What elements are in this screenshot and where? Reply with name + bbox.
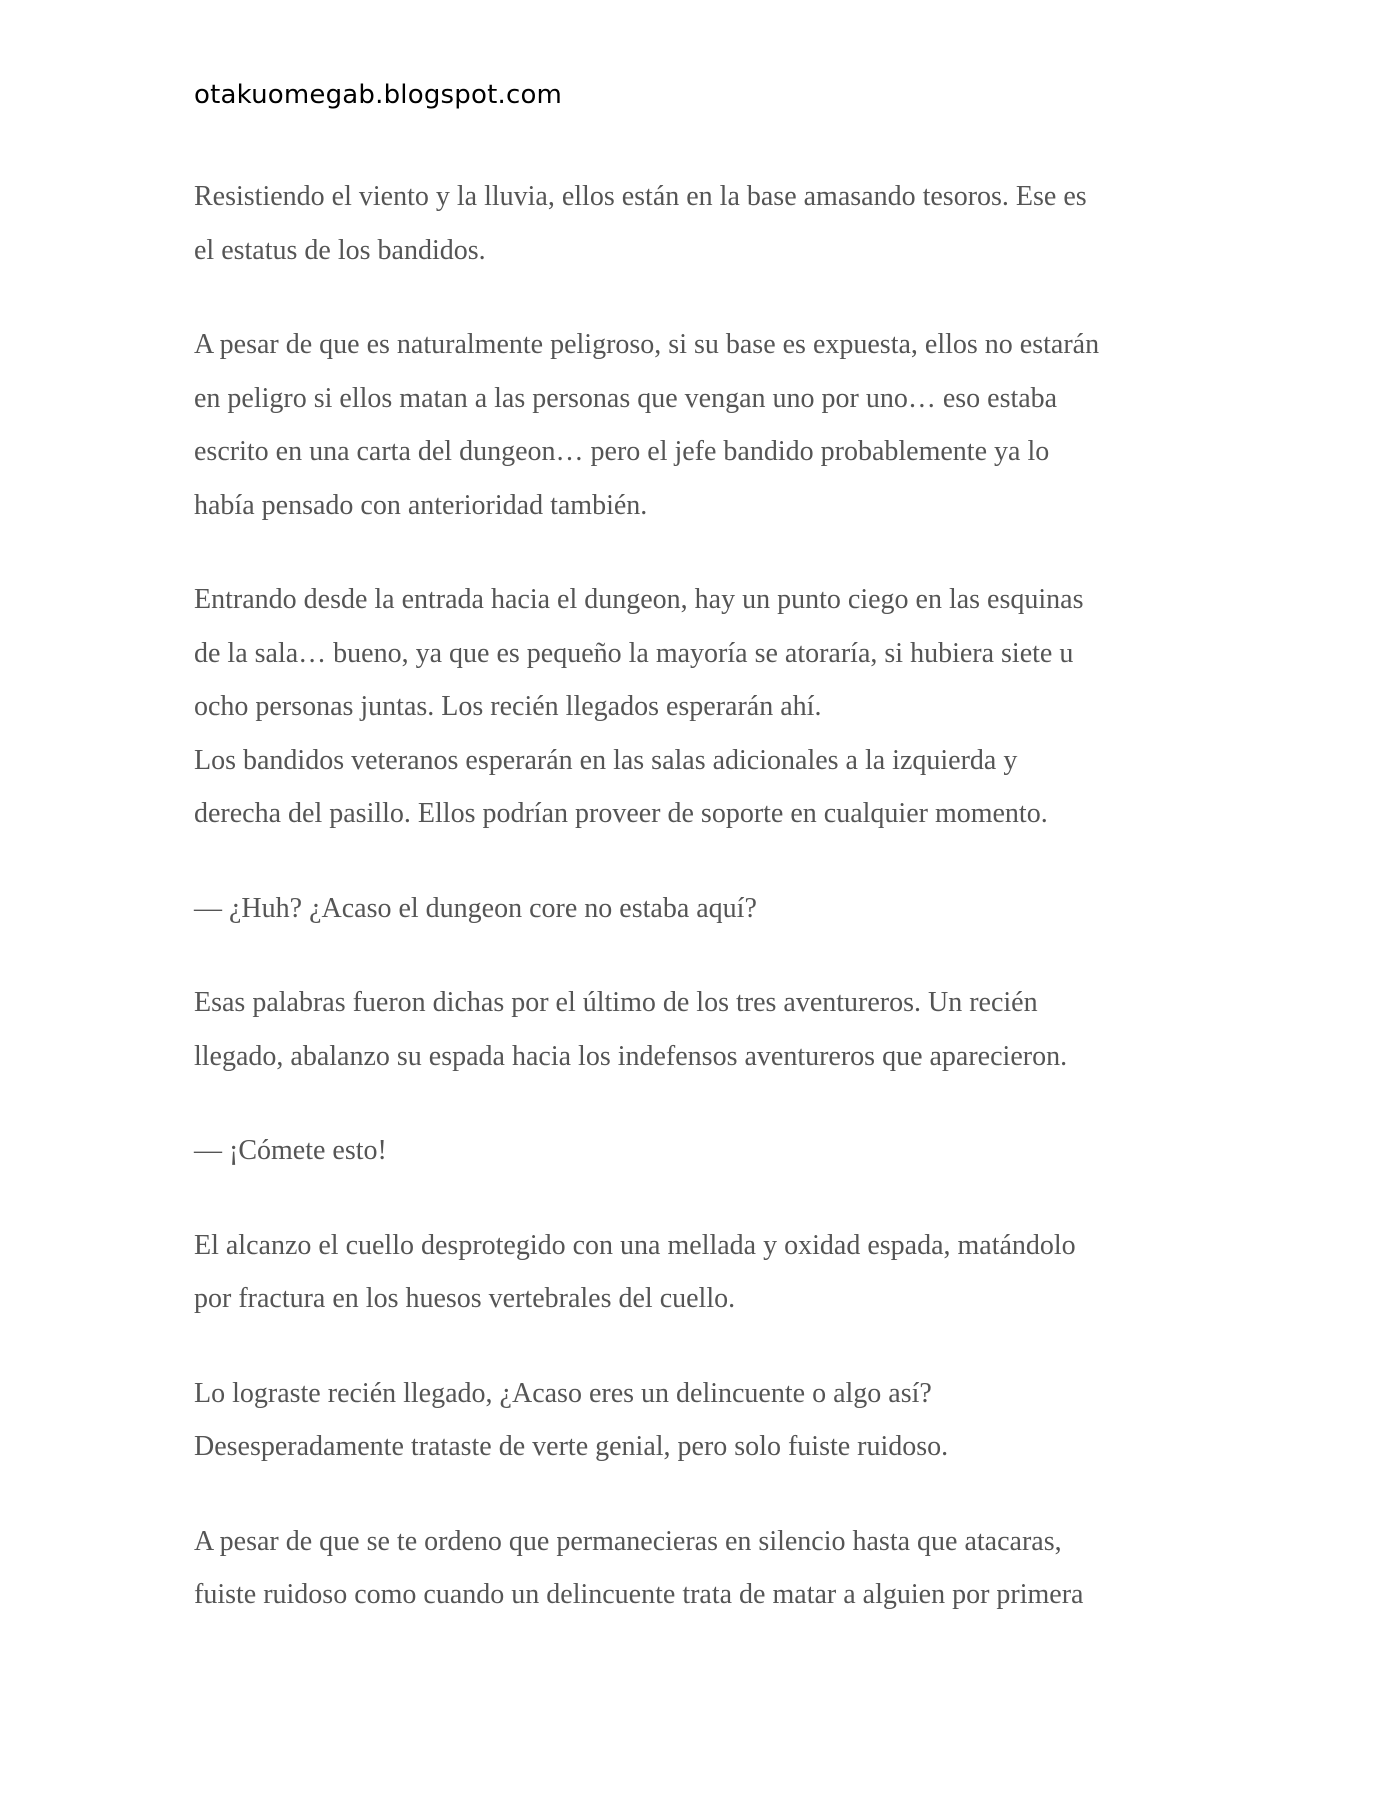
paragraph: Lo lograste recién llegado, ¿Acaso eres un delincuente o algo así? Desesperadamente trataste de verte genial, pero solo fuiste ruidoso.	[194, 1377, 949, 1462]
site-url-header: otakuomegab.blogspot.com	[194, 80, 563, 110]
paragraph: Esas palabras fueron dichas por el último de los tres aventureros. Un recién llegado, abalanzo su espada hacia los indefensos aventureros que aparecieron.	[194, 987, 1068, 1072]
dialogue-line: — ¿Huh? ¿Acaso el dungeon core no estaba aquí?	[194, 892, 757, 924]
paragraph: A pesar de que es naturalmente peligroso, si su base es expuesta, ellos no estarán en peligro si ellos matan a las personas que vengan uno por uno… eso estaba escrito en una carta del dungeon… pero el jefe bandido probablemente ya lo había pensado con anterioridad también.	[194, 329, 1100, 521]
paragraph: Los bandidos veteranos esperarán en las salas adicionales a la izquierda y derecha del pasillo. Ellos podrían proveer de soporte en cualquier momento.	[194, 744, 1048, 829]
document-body	[194, 170, 1214, 1663]
paragraph: Entrando desde la entrada hacia el dungeon, hay un punto ciego en las esquinas de la sala… bueno, ya que es pequeño la mayoría se atoraría, si hubiera siete u ocho personas juntas. Los recién llegados esperarán ahí.	[194, 584, 1084, 722]
dialogue-line: — ¡Cómete esto!	[194, 1135, 387, 1166]
paragraph: El alcanzo el cuello desprotegido con una mellada y oxidad espada, matándolo por fractura en los huesos vertebrales del cuello.	[194, 1229, 1076, 1314]
paragraph: Resistiendo el viento y la lluvia, ellos están en la base amasando tesoros. Ese es el estatus de los bandidos.	[194, 181, 1087, 266]
paragraph: A pesar de que se te ordeno que permanecieras en silencio hasta que atacaras, fuiste ruidoso como cuando un delincuente trata de matar a alguien por primera	[194, 1525, 1084, 1610]
